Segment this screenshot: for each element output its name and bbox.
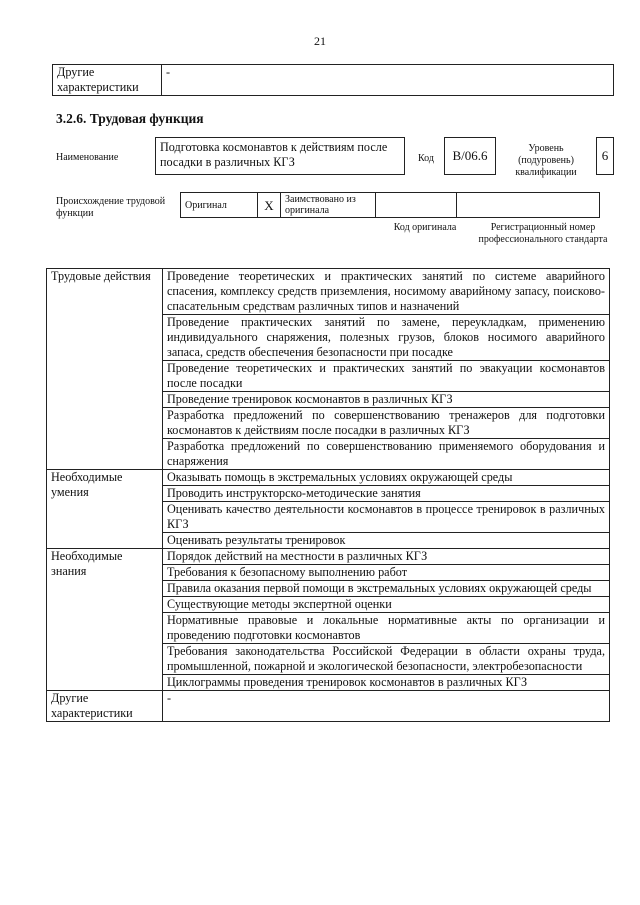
group-item: Правила оказания первой помощи в экстремальных условиях окружающей среды <box>163 581 610 597</box>
function-name-value: Подготовка космонавтов к действиям после посадки в различных КГЗ <box>155 137 405 175</box>
group-item: Проведение практических занятий по замене, переукладкам, применению индивидуального снаряжения, полезных грузов, блоков носимого аварийного запаса, средств обеспечения безопасности при посадке <box>163 315 610 361</box>
group-title: Необходимые знания <box>47 549 163 691</box>
code-original-cell <box>376 193 457 218</box>
group-title: Необходимые умения <box>47 470 163 549</box>
reg-number-cell <box>457 193 600 218</box>
level-value: 6 <box>596 137 614 175</box>
group-item: Нормативные правовые и локальные нормативные акты по организации и проведению подготовки космонавтов <box>163 613 610 644</box>
table-row <box>47 691 610 722</box>
group-item: Проведение тренировок космонавтов в различных КГЗ <box>163 392 610 408</box>
code-value: B/06.6 <box>444 137 496 175</box>
name-label: Наименование <box>56 152 119 163</box>
table-row <box>47 269 610 315</box>
group-item: Разработка предложений по совершенствованию применяемого оборудования и снаряжения <box>163 439 610 470</box>
code-label: Код <box>418 153 434 164</box>
group-item: Проводить инструкторско-методические занятия <box>163 486 610 502</box>
group-item: Оценивать качество деятельности космонавтов в процессе тренировок в различных КГЗ <box>163 502 610 533</box>
group-title: Трудовые действия <box>47 269 163 470</box>
group-item: Порядок действий на местности в различных КГЗ <box>163 549 610 565</box>
top-row-value: - <box>162 65 614 96</box>
top-row-label: Другие характеристики <box>53 65 162 96</box>
origin-table <box>180 192 600 218</box>
group-item: Оценивать результаты тренировок <box>163 533 610 549</box>
reg-number-label: Регистрационный номер профессионального стандарта <box>478 222 608 245</box>
table-row <box>47 549 610 565</box>
group-title: Другие характеристики <box>47 691 163 722</box>
top-characteristics-table <box>52 64 614 96</box>
section-title: 3.2.6. Трудовая функция <box>56 111 204 126</box>
group-item: Требования законодательства Российской Федерации в области охраны труда, промышленной, пожарной и экологической безопасности, электробезопасности <box>163 644 610 675</box>
group-item: Существующие методы экспертной оценки <box>163 597 610 613</box>
group-item: - <box>163 691 610 722</box>
origin-label: Происхождение трудовой функции <box>56 196 166 219</box>
group-item: Разработка предложений по совершенствованию тренажеров для подготовки космонавтов к действиям после посадки в различных КГЗ <box>163 408 610 439</box>
table-row <box>47 470 610 486</box>
function-details-table <box>46 268 610 722</box>
page-number: 21 <box>314 34 326 48</box>
level-label: Уровень (подуровень) квалификации <box>515 143 577 178</box>
group-item: Проведение теоретических и практических занятий по эвакуации космонавтов после посадки <box>163 361 610 392</box>
group-item: Проведение теоретических и практических занятий по системе аварийного спасения, комплексу средств приземления, носимому аварийному запасу, поисково-спасательным средствам различных типов и назначений <box>163 269 610 315</box>
original-label: Оригинал <box>181 193 258 218</box>
group-item: Оказывать помощь в экстремальных условиях окружающей среды <box>163 470 610 486</box>
borrowed-label: Заимствовано из оригинала <box>281 193 376 218</box>
group-item: Циклограммы проведения тренировок космонавтов в различных КГЗ <box>163 675 610 691</box>
original-mark: X <box>258 193 281 218</box>
group-item: Требования к безопасному выполнению работ <box>163 565 610 581</box>
code-original-label: Код оригинала <box>393 222 457 233</box>
